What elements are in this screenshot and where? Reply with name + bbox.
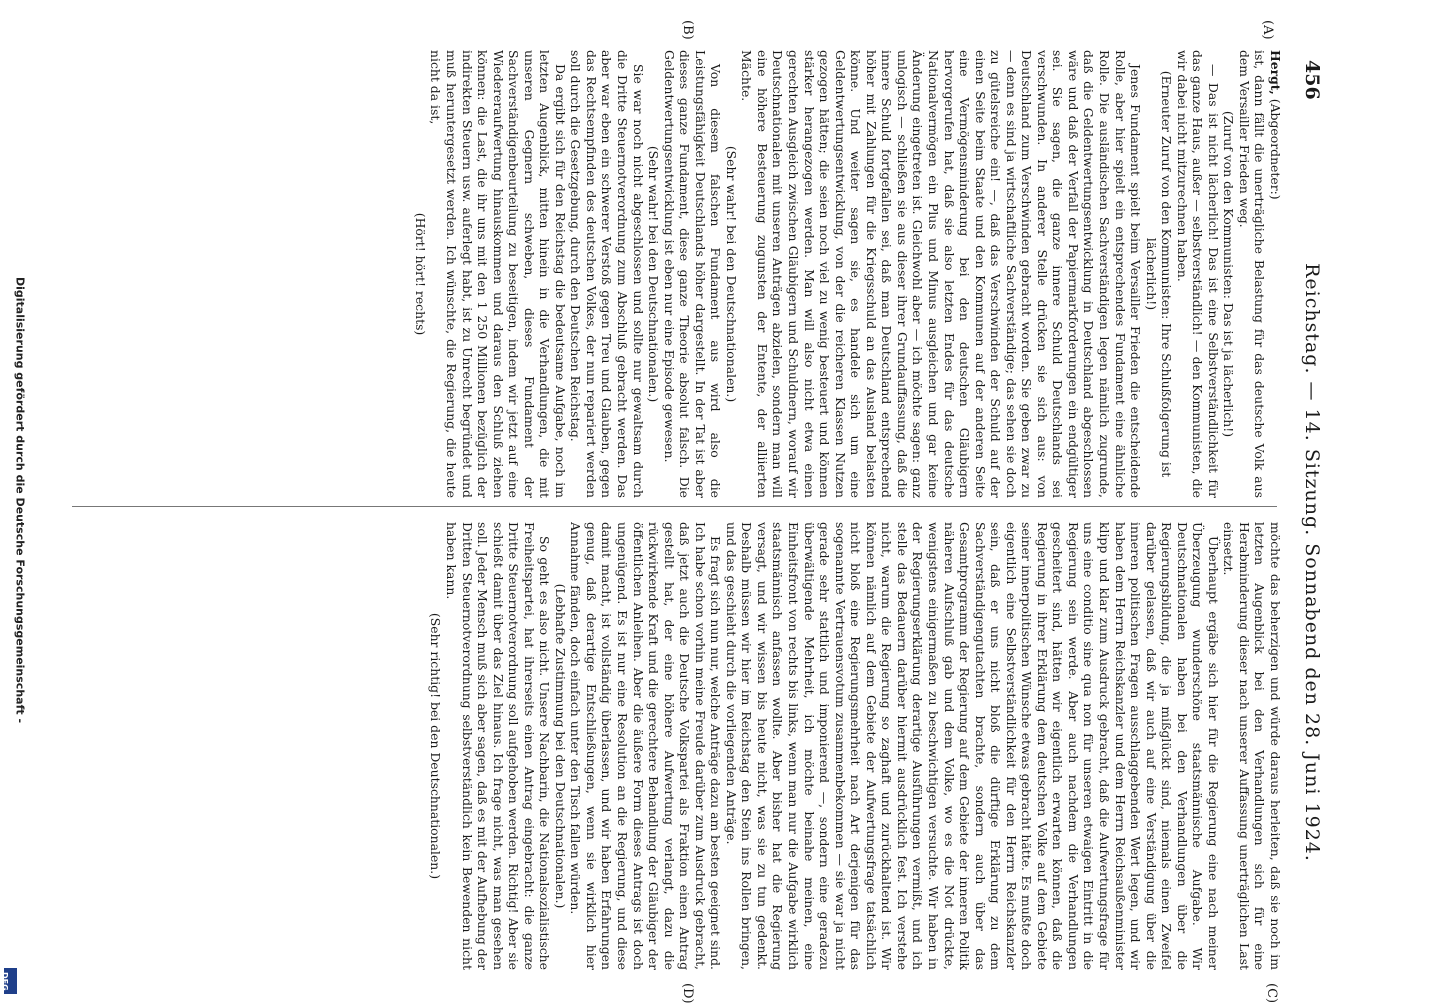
speaker-name: Hergt,: [1268, 50, 1283, 95]
funding-footer: [0, 0, 40, 1000]
funding-notice: Digitalisierung gefördert durch die Deutsche Forschungsgemeinschaft -: [13, 276, 27, 724]
page-number: 456: [1301, 60, 1323, 100]
margin-marker-d: (D): [680, 983, 695, 1004]
paragraph: Sie war noch nicht abgeschlossen und sollte nur gewaltsam durch die Dritte Steuernotverordnung zum Abschluß gebracht werden. Das aber war eben ein schwerer Verstoß gegen Treu und Glauben, gegen das Rechtsempfinden des deutschen Volkes, der nun repariert werden soll durch die Gesetzgebung, durch den Deutschen Reichstag.: [568, 50, 646, 498]
page-header-title: Reichstag. — 14. Sitzung. Sonnabend den 28. Juni 1924.: [1301, 263, 1323, 862]
paragraph: Von diesem falschen Fundament aus wird also die Leistungsfähigkeit Deutschlands höher dargestellt. In der Tat ist aber dieses ganze Fundament, diese ganze Theorie absolut falsch. Die Geldentwertungsentwicklung ist eben nur eine Episode gewesen.: [661, 50, 724, 498]
left-text-column: [23, 50, 1283, 498]
document-page: [5, 0, 1335, 1004]
column-divider: [72, 506, 1277, 507]
margin-marker-c: (C): [1264, 983, 1279, 1004]
interjection: (Lebhafte Zustimmung bei den Deutschnationalen.): [552, 583, 568, 909]
margin-marker-b: (B): [680, 20, 695, 40]
interjection: (Sehr richtig! bei den Deutschnationalen.): [428, 612, 444, 880]
paragraph: Da ergibt sich für den Reichstag die bedeutsame Aufgabe, noch im letzten Augenblick, mitten hinein in die Verhandlungen, die mit unseren Gegnern schweben, dieses Fundament der Sachverständigenbeurteilung zu beseitigen, indem wir jetzt auf eine Wiedereraufwertung hinauskommen und daraus den Schluß ziehen können: die Last, die ihr uns mit den 1 250 Millionen bezüglich der indirekten Steuern usw. auferlegt habt, ist zu Unrecht begründet und muß heruntergesetzt werden. Ich wünschte, die Regierung, die heute nicht da ist,: [428, 50, 568, 498]
paragraph: Es fragt sich nun nur, welche Anträge dazu am besten geeignet sind. Ich habe schon vorhin meine Freude darüber zum Ausdruck gebracht, daß jetzt auch die Deutsche Volkspartei als Fraktion einen Antrag gestellt hat, der eine höhere Aufwertung verlangt, dazu die rückwirkende Kraft und die gerechtere Behandlung der Gläubiger der öffentlichen Anleihen. Aber die äußere Form dieses Antrags ist doch ungenügend. Es ist nur eine Resolution an die Regierung, und diese damit macht, ist vollständig überlassen, und wir haben Erfahrungen genug, daß derartige Entschließungen, wenn sie wirklich hier Annahme fänden, doch einfach unter den Tisch fallen würden.: [568, 522, 724, 970]
paragraph: möchte das beherzigen und würde daraus herleiten, daß sie noch im letzten Augenblick bei den Verhandlungen sich für eine Herabminderung dieser nach unserer Auffassung unerträglichen Last einsetzt.: [1221, 522, 1283, 970]
speaker-line: Hergt, (Abgeordneter:): [1268, 50, 1283, 200]
paragraph: — Das ist nicht lächerlich! Das ist eine Selbstverständlichkeit für das ganze Haus, außer — selbstverständlich! — den Kommunisten, die wir dabei nicht mitzurechnen haben.: [1174, 50, 1221, 498]
paragraph: Überhaupt ergäbe sich hier für die Regierung eine nach meiner Überzeugung wunderschöne staatsmännische Aufgabe. Wir Deutschnationalen haben bei den Verhandlungen über die Regierungsbildung, die ja mißglückt sind, niemals einen Zweifel darüber gelassen, daß wir auch auf eine Verständigung über die inneren politischen Fragen ausschlaggebenden Wert legen, und wir haben dem Herrn Reichskanzler und dem Herrn Reichsaußenminister klipp und klar zum Ausdruck gebracht, daß die Aufwertungsfrage für uns eine conditio sine qua non für unseren etwaigen Eintritt in die Regierung sein werde. Aber auch nachdem die Verhandlungen gescheitert sind, hätten wir eigentlich erwarten können, daß die Regierung in ihrer Erklärung dem deutschen Volke auf dem Gebiete seiner innerpolitischen Wünsche etwas gebracht hätte. Es mußte doch eigentlich eine Selbstverständlichkeit für den Herrn Reichskanzler sein, daß er uns nicht bloß die dürftige Erklärung zu dem Sachverständigengutachten brachte, sondern auch über das Gesamtprogramm der Regierung auf dem Gebiete der inneren Politik näheren Aufschluß gab und dem Volke, wo es die Not drückte, wenigstens einigermaßen zu beschwichtigen versuchte. Wir haben in der Regierungserklärung derartige Ausführungen vermißt, und ich stelle das Bedauern darüber hiermit ausdrücklich fest. Ich verstehe nicht, warum die Regierung so zaghaft und zurückhaltend ist. Wir können nämlich auf dem Gebiete der Aufwertungsfrage tatsächlich nicht bloß eine Regierungsmehrheit nach Art derjenigen für das sogenannte Vertrauensvotum zusammenbekommen — sie war ja nicht gerade sehr stattlich und imponierend —, sondern eine geradezu überwältigende Mehrheit, ich möchte beinahe meinen, eine Einheitsfront von rechts bis links, wenn man nur die Aufgabe wirklich staatsmännisch anfassen wollte. Aber bisher hat die Regierung versagt, und wir wissen bis heute nicht, was sie zu tun gedenkt. Deshalb müssen wir hier im Reichstag den Stein ins Rollen bringen, und das geschieht durch die vorliegenden Anträge.: [723, 522, 1221, 970]
right-text-column: [23, 522, 1283, 970]
interjection: (Erneuter Zuruf von den Kommunisten: Ihre Schlußfolgerung ist lächerlich!): [1143, 70, 1175, 478]
speaker-role: Abgeordneter:: [1268, 103, 1283, 195]
paragraph: ist, dann fällt die unerträgliche Belastung für das deutsche Volk aus dem Versailler Frieden weg.: [1236, 50, 1268, 498]
paragraph: Jenes Fundament spielt beim Versailler Frieden die entscheidende Rolle, aber hier spielt ein entsprechendes Fundament eine ähnliche Rolle. Die ausländischen Sachverständigen legen nämlich zugrunde, daß die Geldentwertungsentwicklung in Deutschland abgeschlossen wäre und daß der Verfall der Papiermarkforderungen ein endgültiger sei. Sie sagen, die ganze innere Schuld Deutschlands sei verschwunden. In anderer Stelle drücken sie sich aus: von Deutschland zum Verschwinden gebracht worden. Sie geben zwar zu — denn es sind ja wirtschaftliche Sachverständige; das sehen sie doch zu gütelsreiche ein! —, daß das Verschwinden der Schuld auf der einen Seite beim Staate und den Kommunen auf der anderen Seite eine Vermögensminderung bei den deutschen Gläubigern hervorgerufen hat, daß sie also letzten Endes für das deutsche Nationalvermögen ein Plus und Minus ausgleichen und gar keine Änderung eingetreten ist. Gleichwohl aber — ich möchte sagen: ganz unlogisch — schließen sie aus dieser ihrer Grundauffassung, daß die innere Schuld fortgefallen sei, daß man Deutschland entsprechend höher mit Zahlungen für die Kriegsschuld an das Ausland belasten könne. Und weiter sagen sie, es handele sich um eine Geldentwertungsentwicklung, von der die reicheren Klassen Nutzen gezogen hätten; die seien noch viel zu wenig besteuert und können stärker herangezogen werden. Man will also nicht etwa einen gerechten Ausgleich zwischen Gläubigern und Schuldnern, worauf wir Deutschnationalen mit unseren Anträgen abzielen, sondern man will eine höhere Besteuerung zugunsten der Entente, der alliierten Mächte.: [739, 50, 1144, 498]
interjection: (Sehr wahr! bei den Deutschnationalen.): [646, 145, 662, 403]
interjection: (Hört! hört! rechts): [412, 212, 428, 336]
interjection: (Sehr wahr! bei den Deutschnationalen.): [723, 145, 739, 403]
margin-marker-a: (A): [1260, 20, 1275, 40]
paragraph: So geht es also nicht. Unsere Nachbarin, die Nationalsozialistische Freiheitspartei, hat ihrerseits einen Antrag eingebracht: die ganze Dritte Steuernotverordnung soll aufgehoben werden. Richtig! Aber sie schießt damit über das Ziel hinaus. Ich frage nicht, was man gesehen soll. Jeder Mensch muß sich aber sagen, daß es mit der Aufhebung der Dritten Steuernotverordnung selbstverständlich kein Bewenden nicht haben kann.: [444, 522, 553, 970]
interjection: (Zuruf von den Kommunisten: Das ist ja lächerlich!): [1221, 110, 1237, 438]
dfg-logo-icon: DFG: [4, 968, 17, 994]
